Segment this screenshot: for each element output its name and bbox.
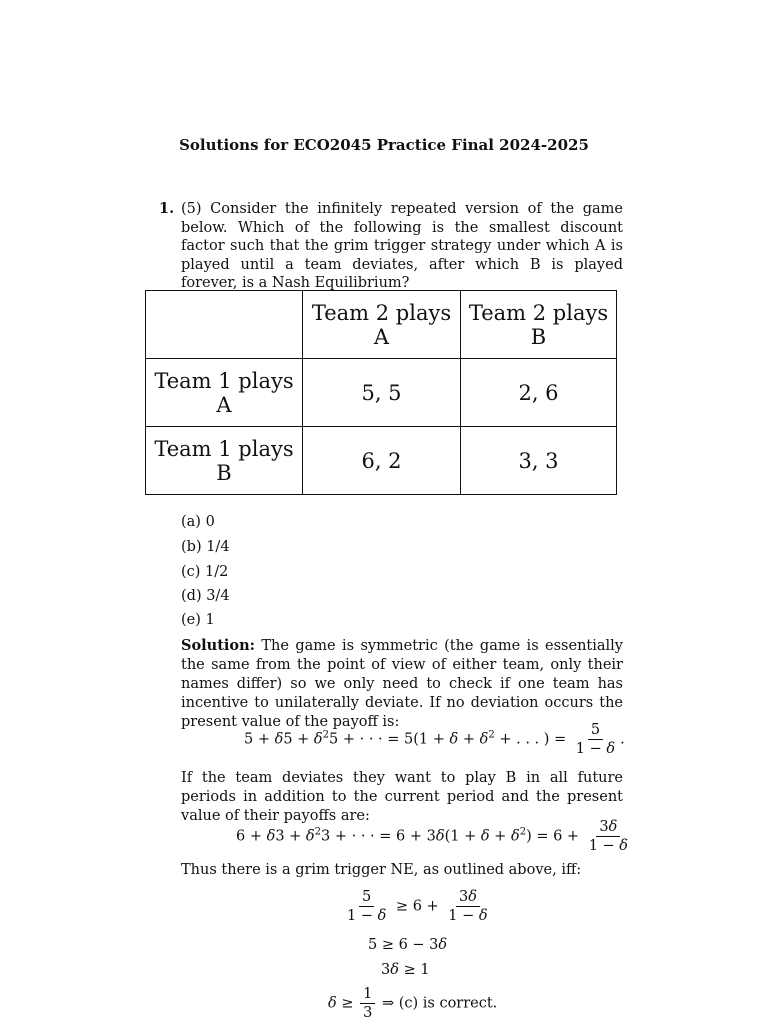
- solution-paragraph-3: Thus there is a grim trigger NE, as outlined above, iff:: [181, 862, 582, 878]
- option-a: (a) 0: [181, 514, 215, 530]
- table-header-row: [146, 291, 617, 359]
- solution-intro: [181, 636, 623, 732]
- table-row-header: Team 1 plays B: [146, 427, 303, 495]
- table-col-header: Team 2 plays B: [461, 291, 617, 359]
- payoff-table: [145, 290, 617, 495]
- equation-present-value: $5 + \delta 5 + \delta^25$ + · · · = $5(1 + \delta + \delta^2$ + . . . ) = $\frac{5}{1 - \delta}$ .: [244, 722, 625, 757]
- equation-deviation-value: $6 + \delta 3 + \delta^23$ + · · · = $6 + 3\delta(1 + \delta + \delta^2) = 6$ + $\frac{3\delta}{1 - \delta}$: [236, 819, 629, 854]
- table-cell: 3, 3: [461, 427, 617, 495]
- solution-label: Solution:: [181, 637, 255, 654]
- table-cell: 2, 6: [461, 359, 617, 427]
- question-number: 1.: [159, 200, 175, 217]
- page-title: Solutions for ECO2045 Practice Final 2024-2025: [179, 136, 589, 154]
- question-text: (5) Consider the infinitely repeated version of the game below. Which of the following is the smallest discount factor such that the grim trigger strategy under which A is played until a team deviates, after which B is played forever, is a Nash Equilibrium?: [181, 201, 623, 291]
- table-row: [146, 427, 617, 495]
- option-d: (d) 3/4: [181, 588, 230, 604]
- option-c: (c) 1/2: [181, 564, 229, 580]
- solution-intro-text: The game is symmetric (the game is essentially the same from the point of view of either team, only their names differ) so we only need to check if one team has incentive to unilaterally deviate. If no deviation occurs the present value of the payoff is:: [181, 638, 623, 730]
- inequality-line-1: $\frac{5}{1 - \delta}$ ≥ 6 + $\frac{3\delta}{1 - \delta}$: [347, 889, 488, 924]
- inequality-line-3: 3δ ≥ 1: [381, 962, 430, 978]
- table-row: [146, 359, 617, 427]
- table-corner-cell: [146, 291, 303, 359]
- table-col-header: Team 2 plays A: [303, 291, 461, 359]
- table-cell: 6, 2: [303, 427, 461, 495]
- table-row-header: Team 1 plays A: [146, 359, 303, 427]
- solution-paragraph-2: If the team deviates they want to play B in all future periods in addition to the current period and the present value of their payoffs are:: [181, 770, 623, 824]
- inequality-line-2: 5 ≥ 6 − 3δ: [368, 937, 448, 953]
- conclusion-text: ⇒ (c) is correct.: [381, 995, 498, 1012]
- option-e: (e) 1: [181, 612, 215, 628]
- table-cell: 5, 5: [303, 359, 461, 427]
- inequality-line-4: δ ≥ $\frac{1}{3}$ ⇒ (c) is correct.: [328, 986, 498, 1021]
- option-b: (b) 1/4: [181, 539, 230, 555]
